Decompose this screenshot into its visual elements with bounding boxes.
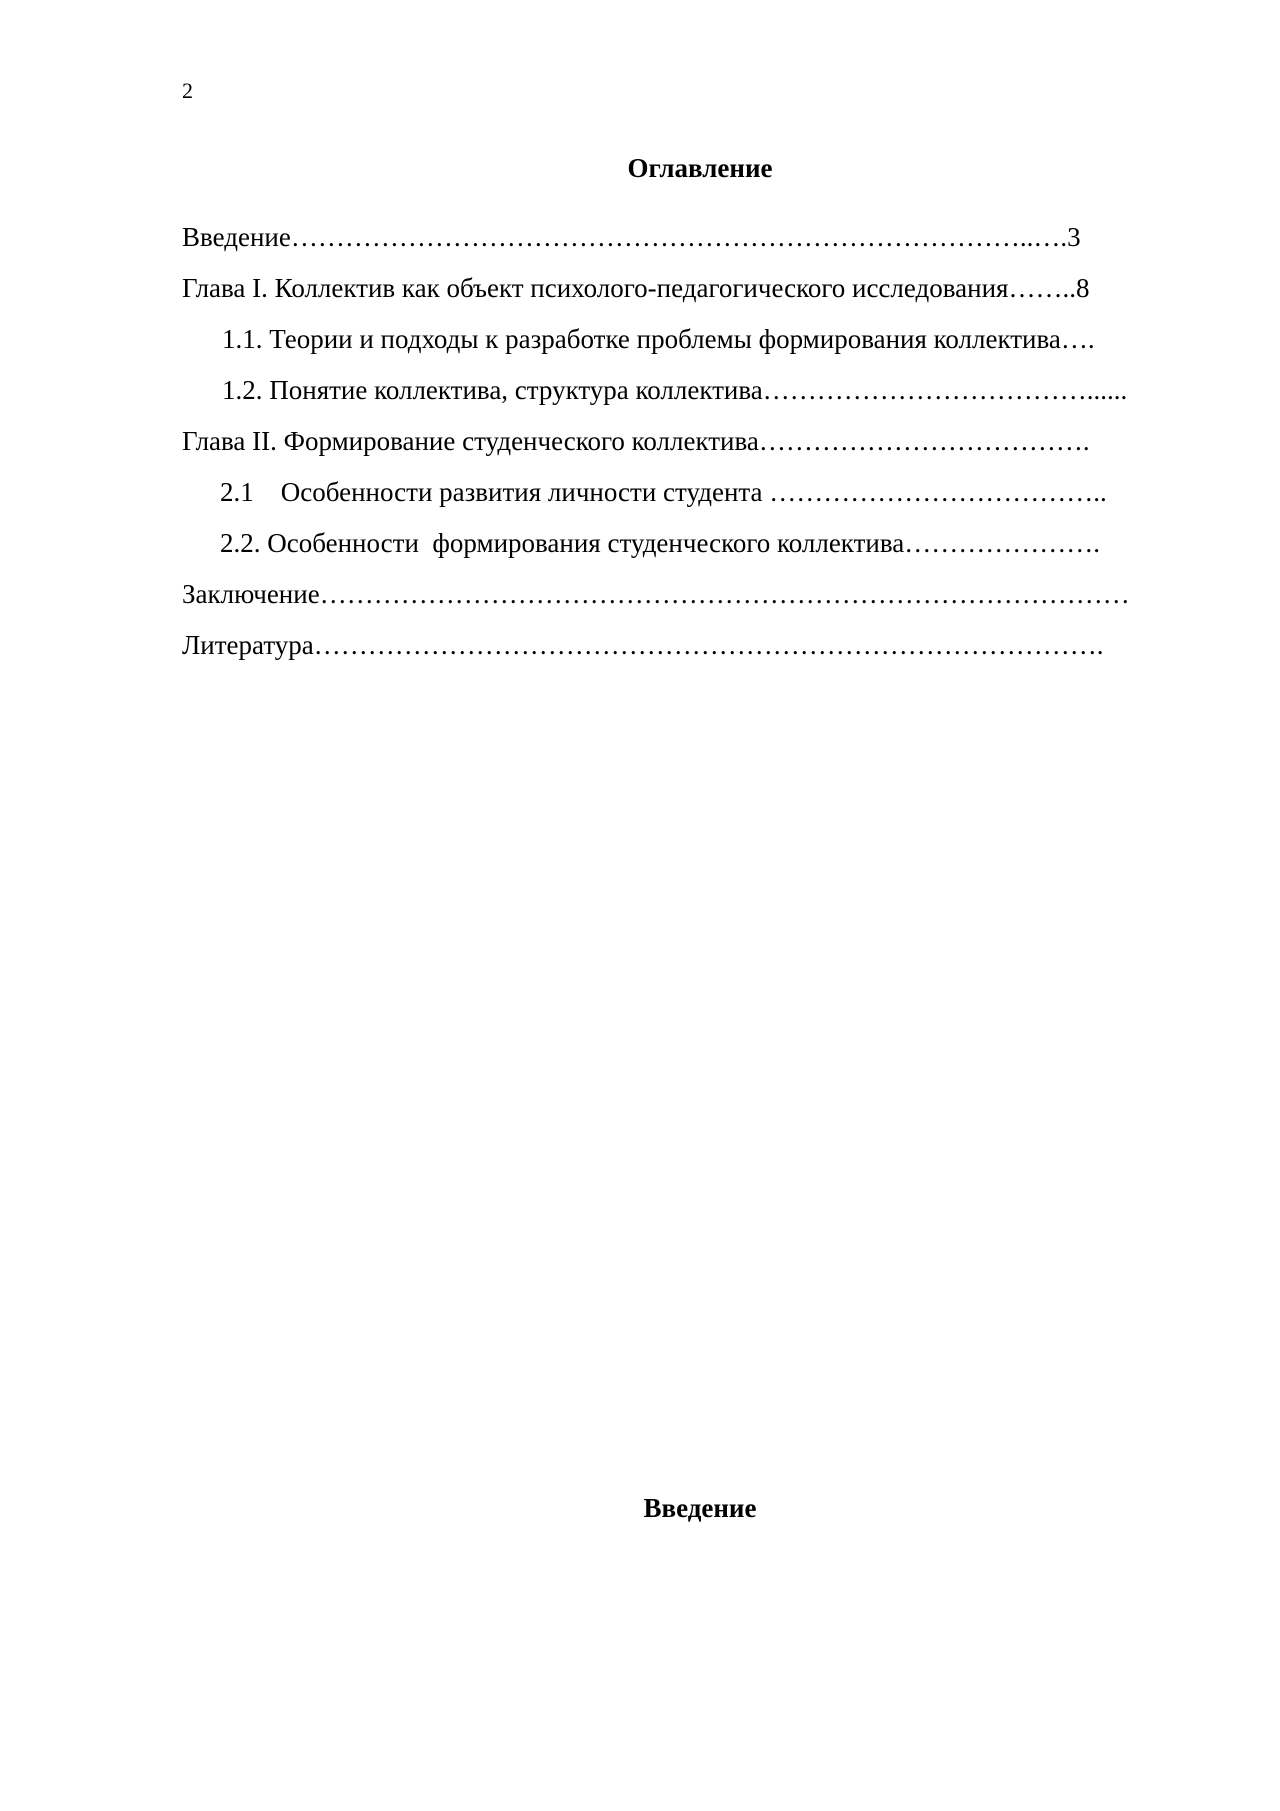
toc-entry-conclusion: Заключение……………………………………………………………………………… — [182, 579, 1130, 609]
toc-title: Оглавление — [627, 153, 773, 183]
toc-entry-introduction: Введение………………………………………………………………………..….3 — [182, 222, 1081, 252]
toc-entry-chapter-2: Глава II. Формирование студенческого коллектива………………………………. — [182, 426, 1090, 456]
toc-entry-1-1: 1.1. Теории и подходы к разработке проблемы формирования коллектива…. — [222, 324, 1095, 354]
toc-entry-1-2: 1.2. Понятие коллектива, структура коллектива………………………………...... — [222, 375, 1128, 405]
toc-entry-chapter-1: Глава I. Коллектив как объект психолого-педагогического исследования……..8 — [182, 273, 1090, 303]
page-number: 2 — [182, 78, 193, 103]
toc-entry-2-1: 2.1 Особенности развития личности студента ……………………………….. — [220, 477, 1107, 507]
introduction-heading: Введение — [643, 1493, 757, 1523]
toc-entry-2-2: 2.2. Особенности формирования студенческого коллектива…………………. — [220, 528, 1100, 558]
toc-entry-literature: Литература……………………………………………………………………………. — [182, 630, 1104, 660]
table-of-contents — [182, 212, 1222, 671]
